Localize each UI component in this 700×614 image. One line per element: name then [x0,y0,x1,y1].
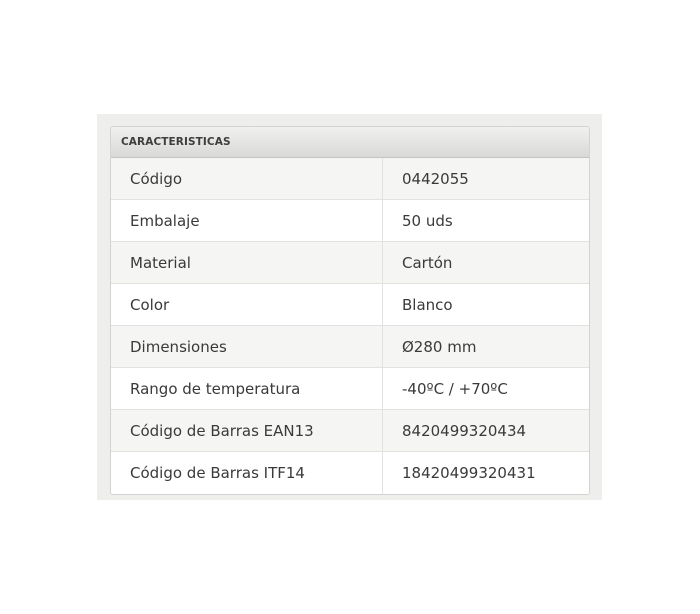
spec-label-codigo: Código [111,158,383,199]
spec-label-ean13: Código de Barras EAN13 [111,410,383,451]
spec-label-itf14: Código de Barras ITF14 [111,452,383,494]
table-row [111,200,589,242]
table-row [111,242,589,284]
table-row [111,284,589,326]
table-row [111,326,589,368]
spec-value-dimensiones: Ø280 mm [402,337,477,356]
spec-value-embalaje: 50 uds [402,211,453,230]
spec-label-embalaje: Embalaje [111,200,383,241]
specs-table [110,126,590,495]
table-row [111,368,589,410]
spec-label-dimensiones: Dimensiones [111,326,383,367]
spec-value-material: Cartón [402,253,453,272]
spec-value-color: Blanco [402,295,453,314]
specs-table-header [111,127,589,158]
spec-value-rango-temperatura: -40ºC / +70ºC [402,379,508,398]
specs-table-title: CARACTERISTICAS [121,136,231,148]
table-row [111,452,589,494]
spec-label-rango-temperatura: Rango de temperatura [111,368,383,409]
spec-label-color: Color [111,284,383,325]
table-row [111,410,589,452]
table-row [111,158,589,200]
spec-value-ean13: 8420499320434 [402,421,527,440]
spec-label-material: Material [111,242,383,283]
spec-value-codigo: 0442055 [402,169,469,188]
spec-value-itf14: 18420499320431 [402,464,536,482]
